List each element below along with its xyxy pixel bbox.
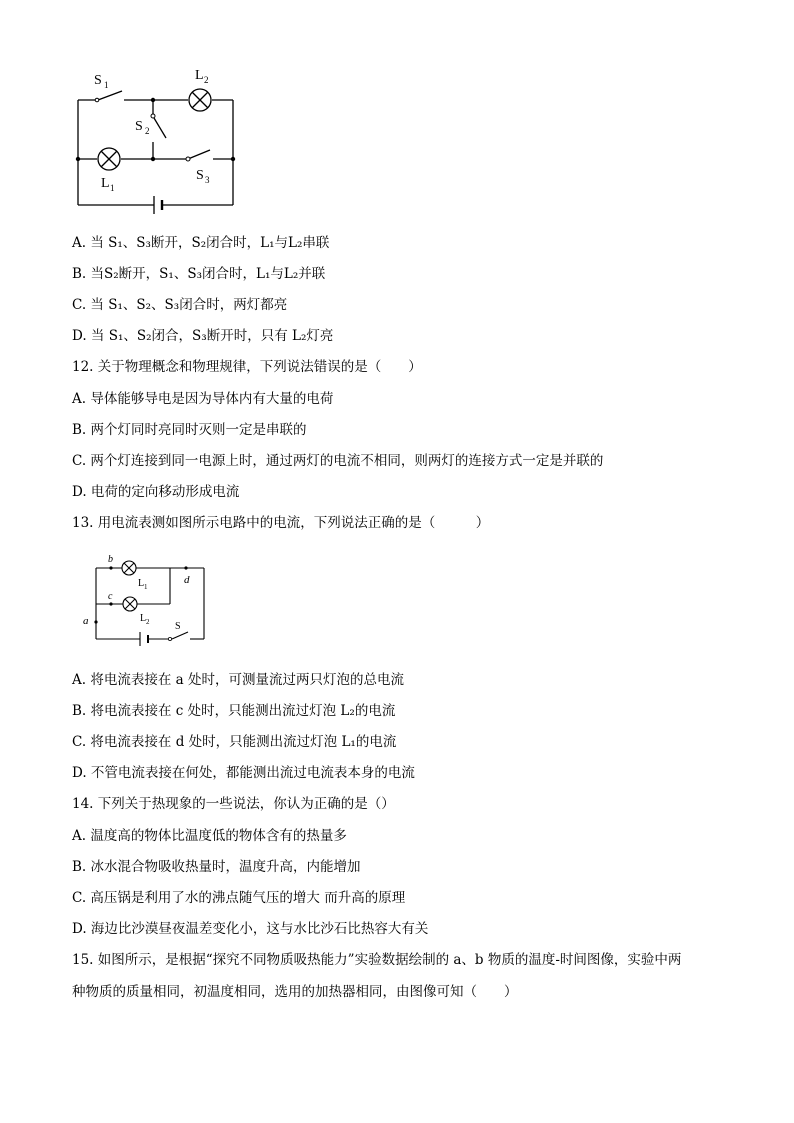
label-s3: S — [196, 168, 204, 183]
q14-option-d: D. 海边比沙漠昼夜温差变化小，这与水比沙石比热容大有关 — [72, 921, 429, 937]
label-l2: L — [140, 613, 147, 624]
label-l2: L — [195, 68, 204, 83]
label-s: S — [175, 621, 181, 632]
label-c: c — [108, 591, 113, 602]
q12-option-a: A. 导体能够导电是因为导体内有大量的电荷 — [72, 391, 334, 407]
q12-option-c: C. 两个灯连接到同一电源上时，通过两灯的电流不相同，则两灯的连接方式一定是并联的 — [72, 453, 604, 469]
label-l1: L — [101, 176, 110, 191]
q13-option-a: A. 将电流表接在 a 处时，可测量流过两只灯泡的总电流 — [72, 672, 404, 688]
q14-stem: 14. 下列关于热现象的一些说法，你认为正确的是（） — [72, 796, 395, 812]
label-s2: S — [135, 119, 143, 134]
q12-option-b: B. 两个灯同时亮同时灭则一定是串联的 — [72, 422, 307, 438]
label-l2-sub: 2 — [204, 75, 209, 85]
q13-option-b: B. 将电流表接在 c 处时，只能测出流过灯泡 L₂的电流 — [72, 703, 396, 719]
label-b: b — [108, 554, 113, 565]
label-l1-sub: 1 — [144, 583, 148, 591]
circuit-diagram-2 — [78, 552, 218, 647]
q11-option-c: C. 当 S₁、S₂、S₃闭合时，两灯都亮 — [72, 297, 288, 313]
q12-option-d: D. 电荷的定向移动形成电流 — [72, 484, 240, 500]
label-s1: S — [94, 73, 102, 88]
label-l1: L — [138, 578, 145, 589]
label-s2-sub: 2 — [145, 126, 150, 136]
label-d: d — [184, 574, 190, 586]
q14-option-c: C. 高压锅是利用了水的沸点随气压的增大 而升高的原理 — [72, 890, 406, 906]
q15-stem-line1: 15. 如图所示，是根据“探究不同物质吸热能力”实验数据绘制的 a、b 物质的温度-时间图像，实验中两 — [72, 952, 682, 968]
circuit-diagram-1 — [68, 62, 248, 222]
label-l1-sub: 1 — [110, 183, 115, 193]
q13-option-c: C. 将电流表接在 d 处时，只能测出流过灯泡 L₁的电流 — [72, 734, 397, 750]
label-s3-sub: 3 — [205, 175, 210, 185]
label-s1-sub: 1 — [104, 80, 109, 90]
q13-option-d: D. 不管电流表接在何处，都能测出流过电流表本身的电流 — [72, 765, 415, 781]
label-l2-sub: 2 — [146, 618, 150, 626]
label-a: a — [83, 615, 89, 627]
q11-option-d: D. 当 S₁、S₂闭合，S₃断开时，只有 L₂灯亮 — [72, 328, 334, 344]
q12-stem: 12. 关于物理概念和物理规律，下列说法错误的是（ ） — [72, 359, 422, 375]
q14-option-a: A. 温度高的物体比温度低的物体含有的热量多 — [72, 828, 347, 844]
q11-option-b: B. 当S₂断开，S₁、S₃闭合时，L₁与L₂并联 — [72, 266, 326, 282]
q15-stem-line2: 种物质的质量相同，初温度相同，选用的加热器相同，由图像可知（ ） — [72, 984, 518, 1000]
q13-stem: 13. 用电流表测如图所示电路中的电流，下列说法正确的是（ ） — [72, 515, 490, 531]
q14-option-b: B. 冰水混合物吸收热量时，温度升高，内能增加 — [72, 859, 361, 875]
q11-option-a: A. 当 S₁、S₃断开，S₂闭合时，L₁与L₂串联 — [72, 235, 330, 251]
